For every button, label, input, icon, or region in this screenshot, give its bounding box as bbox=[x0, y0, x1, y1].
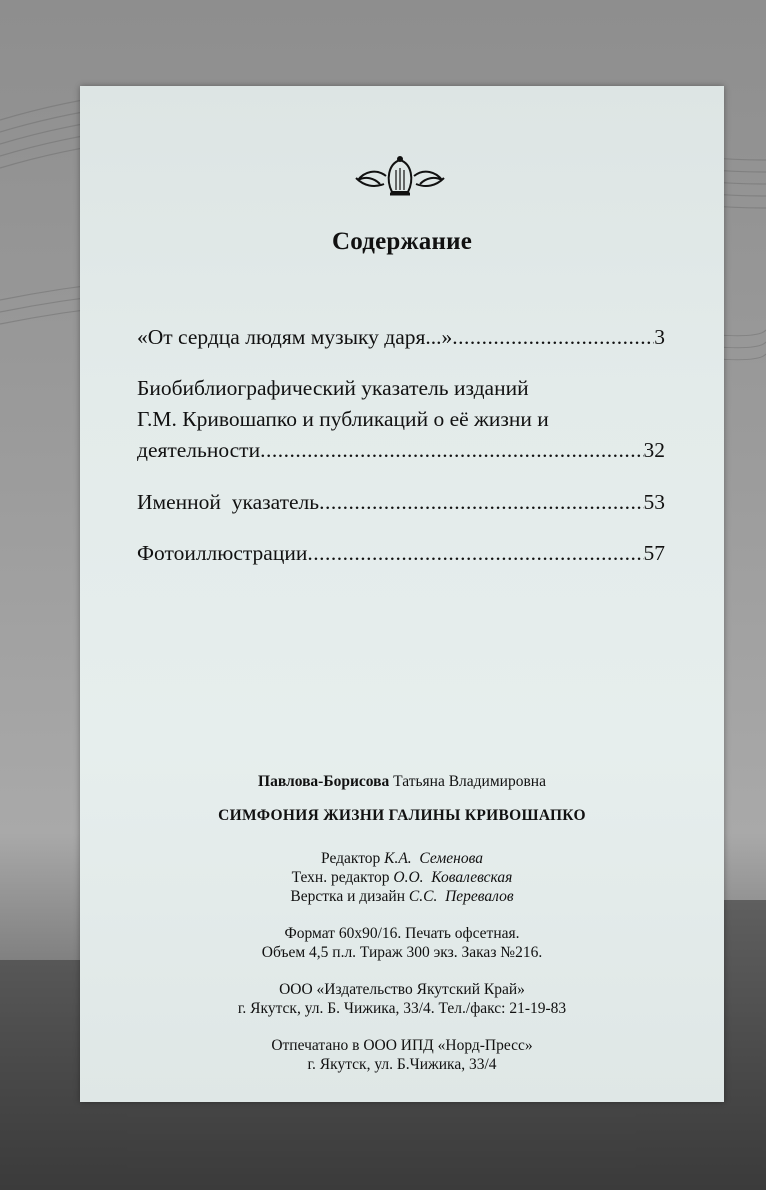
toc-entry-title-line: Г.М. Кривошапко и публикаций о её жизни и bbox=[137, 407, 549, 431]
toc-entry bbox=[137, 538, 665, 569]
toc-leader-dots bbox=[307, 538, 643, 569]
toc-entry-page: 53 bbox=[643, 490, 665, 514]
credit-role: Техн. редактор bbox=[291, 869, 390, 886]
credit-line bbox=[80, 868, 724, 887]
credit-name: О.О. Ковалевская bbox=[393, 869, 513, 886]
toc-entry bbox=[137, 487, 665, 518]
credit-name: С.С. Перевалов bbox=[408, 888, 514, 905]
toc-entry-title-line: деятельности bbox=[137, 438, 261, 462]
lyre-ornament-icon bbox=[350, 154, 450, 200]
toc-entry bbox=[137, 322, 665, 353]
credit-name: К.А. Семенова bbox=[384, 850, 483, 867]
book-title: СИМФОНИЯ ЖИЗНИ ГАЛИНЫ КРИВОШАПКО bbox=[218, 807, 586, 824]
credit-line bbox=[80, 849, 724, 868]
format-line: Объем 4,5 п.л. Тираж 300 экз. Заказ №216. bbox=[261, 944, 543, 961]
imprint bbox=[80, 772, 724, 1074]
credit-role: Редактор bbox=[321, 850, 381, 867]
publisher-block bbox=[80, 980, 724, 1018]
author-line bbox=[80, 772, 724, 791]
author-surname: Павлова-Борисова bbox=[258, 773, 390, 790]
printer-block bbox=[80, 1036, 724, 1074]
publisher-line: г. Якутск, ул. Б. Чижика, 33/4. Тел./факс: 21-19-83 bbox=[237, 1000, 567, 1017]
publisher-line: ООО «Издательство Якутский Край» bbox=[279, 981, 525, 998]
format-block bbox=[80, 924, 724, 962]
format-line: Формат 60х90/16. Печать офсетная. bbox=[284, 925, 520, 942]
toc-leader-dots bbox=[260, 435, 643, 466]
toc-leader-dots bbox=[319, 487, 643, 518]
toc-entry-title: «От сердца людям музыку даря...» bbox=[137, 325, 453, 349]
printer-line: г. Якутск, ул. Б.Чижика, 33/4 bbox=[307, 1056, 497, 1073]
table-of-contents bbox=[137, 322, 665, 569]
page bbox=[80, 86, 724, 1102]
toc-entry-page: 3 bbox=[654, 325, 665, 349]
toc-entry-title: Именной указатель bbox=[137, 490, 320, 514]
credits-block bbox=[80, 849, 724, 906]
credit-line bbox=[80, 887, 724, 906]
credit-role: Верстка и дизайн bbox=[290, 888, 406, 905]
printer-line: Отпечатано в ООО ИПД «Норд-Пресс» bbox=[271, 1037, 533, 1054]
author-name: Татьяна Владимировна bbox=[393, 773, 546, 790]
toc-entry bbox=[137, 373, 665, 466]
toc-leader-dots bbox=[452, 322, 654, 353]
toc-entry-title: Фотоиллюстрации bbox=[137, 541, 308, 565]
toc-entry-page: 57 bbox=[643, 541, 665, 565]
toc-title: Содержание bbox=[331, 228, 472, 255]
toc-entry-page: 32 bbox=[643, 438, 665, 462]
toc-entry-title-line: Биобиблиографический указатель изданий bbox=[137, 376, 529, 400]
